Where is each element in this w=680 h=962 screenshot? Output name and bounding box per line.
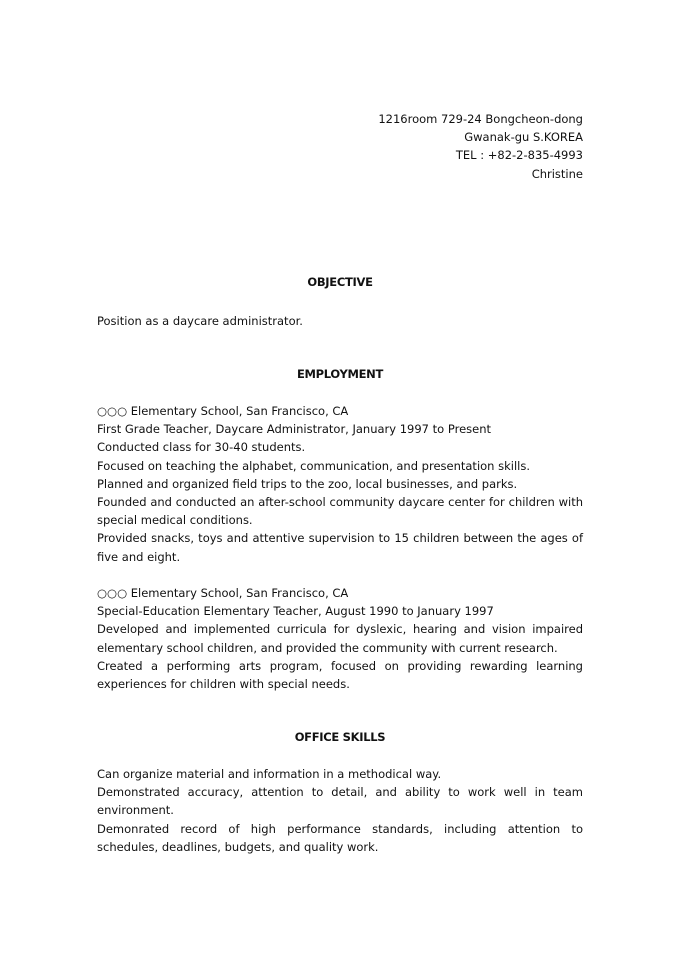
job-duty: Provided snacks, toys and attentive supervision to 15 children between the ages of five and eight. — [97, 531, 583, 564]
job-duty: Planned and organized field trips to the zoo, local businesses, and parks. — [97, 476, 518, 491]
address-line-2: Gwanak-gu S.KOREA — [464, 130, 583, 145]
objective-heading: OBJECTIVE — [307, 275, 373, 289]
job-employer: ○○○ Elementary School, San Francisco, CA — [97, 404, 349, 418]
skill-item: Demonrated record of high performance standards, including attention to schedules, deadlines, budgets, and quality work. — [97, 821, 583, 854]
job-duty: Developed and implemented curricula for dyslexic, hearing and vision impaired elementary school children, and provided the community with current research. — [97, 622, 583, 655]
job-title: First Grade Teacher, Daycare Administrator, January 1997 to Present — [97, 422, 492, 437]
job-title: Special-Education Elementary Teacher, August 1990 to January 1997 — [97, 604, 494, 619]
objective-text: Position as a daycare administrator. — [97, 314, 303, 328]
skill-item: Demonstrated accuracy, attention to detail, and ability to work well in team environment. — [97, 785, 583, 818]
objective-section — [97, 312, 583, 330]
job-duty: Founded and conducted an after-school community daycare center for children with special medical conditions. — [97, 495, 583, 528]
phone-line: TEL : +82-2-835-4993 — [455, 148, 583, 163]
job-duty: Focused on teaching the alphabet, communication, and presentation skills. — [97, 458, 531, 473]
job-employer: ○○○ Elementary School, San Francisco, CA — [97, 586, 349, 601]
contact-address-block — [378, 110, 583, 183]
office-skills-section — [97, 765, 583, 856]
applicant-name: Christine — [531, 166, 583, 181]
employment-section — [97, 402, 583, 693]
spacer — [97, 566, 583, 584]
skill-item: Can organize material and information in a methodical way. — [97, 767, 442, 781]
job-duty: Conducted class for 30-40 students. — [97, 440, 306, 455]
job-duty: Created a performing arts program, focused on providing rewarding learning experiences for children with special needs. — [97, 658, 583, 692]
employment-heading: EMPLOYMENT — [296, 367, 384, 381]
office-skills-heading: OFFICE SKILLS — [294, 730, 386, 744]
address-line-1: 1216room 729-24 Bongcheon-dong — [378, 112, 583, 126]
